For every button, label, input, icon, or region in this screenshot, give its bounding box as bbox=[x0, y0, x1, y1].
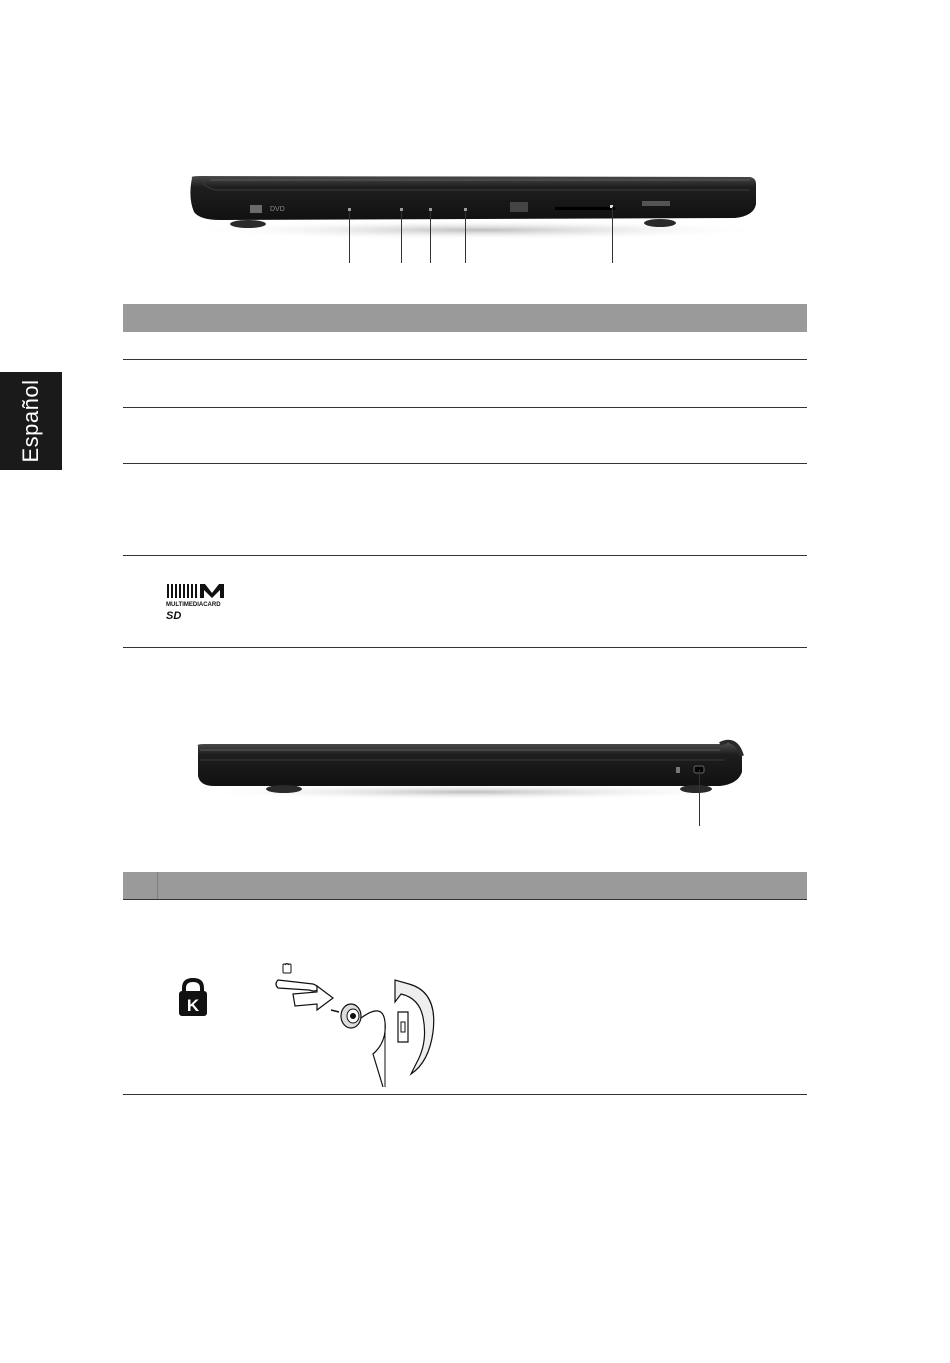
sd-logo-text: SD bbox=[166, 610, 182, 622]
laptop-right-view bbox=[180, 738, 760, 800]
right-view-callouts bbox=[690, 770, 710, 830]
lock-table-header bbox=[123, 872, 807, 900]
table-row-divider bbox=[123, 899, 807, 900]
kensington-lock-icon bbox=[176, 978, 210, 1018]
table-row-divider bbox=[123, 647, 807, 648]
mmc-logo-text: MULTIMEDIACARD bbox=[166, 602, 221, 608]
ports-table bbox=[123, 304, 807, 650]
lock-usage-illustration bbox=[273, 962, 443, 1087]
kensington-badge-letter: K bbox=[186, 996, 200, 1015]
svg-text:DVD: DVD bbox=[270, 206, 285, 213]
table-row-divider bbox=[123, 407, 807, 408]
multimedia-card-sd-icon bbox=[166, 584, 230, 624]
lock-table bbox=[123, 872, 807, 1098]
table-row-divider bbox=[123, 359, 807, 360]
table-row-divider bbox=[123, 555, 807, 556]
header-divider bbox=[157, 872, 158, 900]
table-row-divider bbox=[123, 463, 807, 464]
left-view-callouts bbox=[340, 207, 620, 267]
ports-table-header bbox=[123, 304, 807, 332]
language-tab-label: Español bbox=[18, 379, 43, 463]
language-tab bbox=[0, 372, 62, 470]
table-row-divider bbox=[123, 1094, 807, 1095]
